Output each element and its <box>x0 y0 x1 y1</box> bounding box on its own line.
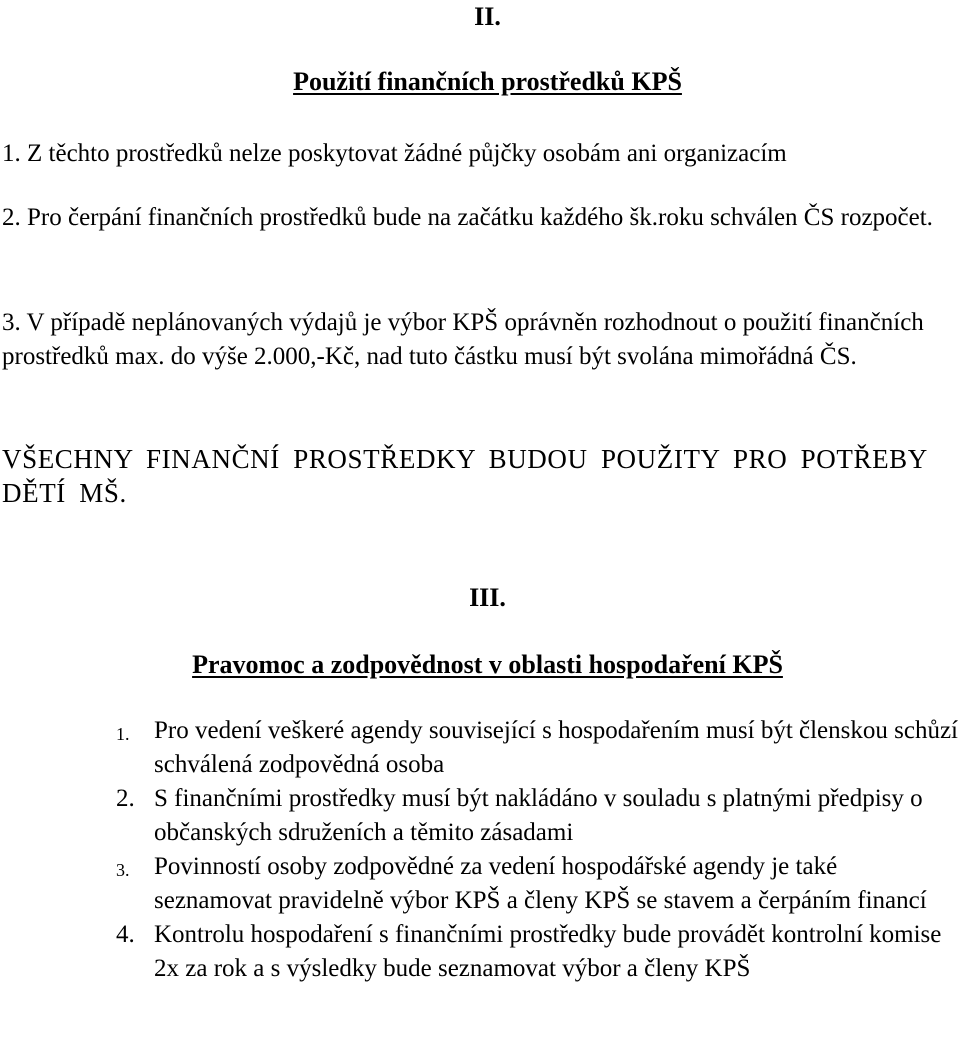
list-item-number: 4. <box>116 921 135 948</box>
paragraph-2: 2. Pro čerpání finančních prostředků bude na začátku každého šk.roku schválen ČS rozpočet. <box>2 204 933 231</box>
list-item-text: Pro vedení veškeré agendy související s hospodařením musí být členskou schůzí schválená zodpovědná osoba <box>154 717 959 778</box>
list-item-number: 1. <box>116 724 130 744</box>
paragraph-3: 3. V případě neplánovaných výdajů je výbor KPŠ oprávněn rozhodnout o použití finančních prostředků max. do výše 2.000,-Kč, nad tuto částku musí být svolána mimořádná ČS. <box>2 309 924 370</box>
list-item-text: S finančními prostředky musí být nakládáno v souladu s platnými předpisy o občanských sdruženích a těmito zásadami <box>154 785 923 846</box>
section-heading-usage: Použití finančních prostředků KPŠ <box>293 67 682 96</box>
caps-statement: VŠECHNY FINANČNÍ PROSTŘEDKY BUDOU POUŽITY PRO POTŘEBY DĚTÍ MŠ. <box>2 444 927 508</box>
list-item <box>0 918 960 986</box>
section-numeral-ii: II. <box>474 2 501 31</box>
section-numeral-iii: III. <box>469 583 506 612</box>
responsibility-list <box>0 714 960 986</box>
list-item <box>0 714 960 782</box>
list-item-number: 3. <box>116 860 130 880</box>
list-item-text: Povinností osoby zodpovědné za vedení hospodářské agendy je také seznamovat pravidelně výbor KPŠ a členy KPŠ se stavem a čerpáním financí <box>154 853 927 914</box>
list-item-text: Kontrolu hospodaření s finančními prostředky bude provádět kontrolní komise 2x za rok a s výsledky bude seznamovat výbor a členy KPŠ <box>154 921 942 982</box>
section-heading-authority: Pravomoc a zodpovědnost v oblasti hospodaření KPŠ <box>192 650 783 679</box>
list-item <box>0 782 960 850</box>
paragraph-1: 1. Z těchto prostředků nelze poskytovat žádné půjčky osobám ani organizacím <box>2 140 787 167</box>
list-item-number: 2. <box>116 785 135 812</box>
list-item <box>0 850 960 918</box>
